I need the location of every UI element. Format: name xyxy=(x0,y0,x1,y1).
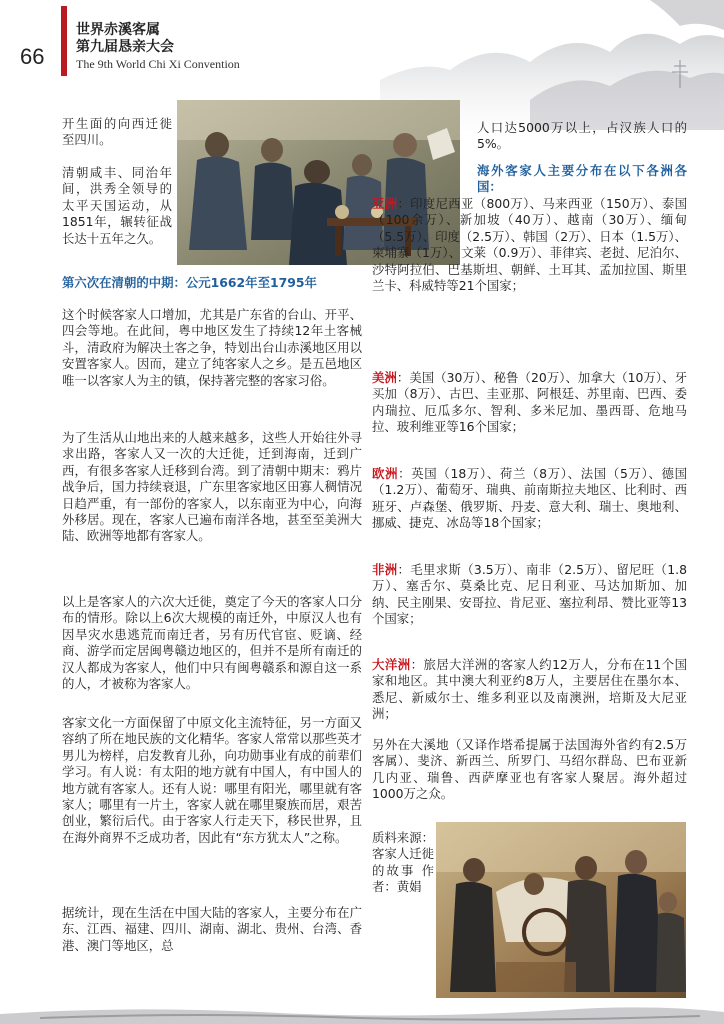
paragraph-intro: 开生面的向西迁徙至四川。 xyxy=(62,116,172,148)
ink-brush-stroke-decoration xyxy=(0,1000,724,1024)
text-europe: ：英国（18万）、荷兰（8万）、法国（5万）、德国（1.2万）、葡萄牙、瑞典、前南斯拉夫地区、比利时、西班牙、卢森堡、俄罗斯、丹麦、意大利、瑞士、奥地利、挪威、捷克、冰岛等18个国家； xyxy=(372,466,688,531)
paragraph-statistics: 据统计，现在生活在中国大陆的客家人，主要分布在广东、江西、福建、四川、湖南、湖北、贵州、台湾、香港、澳门等地区，总 xyxy=(62,905,362,953)
paragraph-hakka-population: 这个时候客家人口增加，尤其是广东省的台山、开平、四会等地。在此间，粤中地区发生了持续12年土客械斗，清政府为解决土客之争，特划出台山赤溪地区用以安置客家人。因而，建立了纯客家人之乡。是五邑地区唯一以客家人为主的镇，保持著完整的客家习俗。 xyxy=(62,307,362,388)
label-asia: 亚洲 xyxy=(372,196,398,211)
paragraph-migration: 为了生活从山地出来的人越来越多，这些人开始往外寻求出路，客家人又一次的大迁徙，迁到海南，迁到广西，有很多客家人迁移到台湾。到了清朝中期末：鸦片战争后，国力持续衰退，广东里客家地区田寡人稠情况日趋严重，有一部份的客家人，以东南亚为中心，向海外移居。现在，客家人已遍布南洋各地，甚至至美洲大陆、欧洲等地都有客家人。 xyxy=(62,430,362,544)
painting-hakka-migration-bottom xyxy=(436,822,686,998)
label-africa: 非洲 xyxy=(372,562,398,577)
paragraph-tahiti: 另外在大溪地（又译作塔希提属于法国海外省约有2.5万客属）、斐济、新西兰、所罗门、马绍尔群岛、巴布亚新几内亚、瑞鲁、西萨摩亚也有客家人聚居。海外超过1000万之众。 xyxy=(372,737,687,802)
paragraph-hakka-culture: 客家文化一方面保留了中原文化主流特征，另一方面又容纳了所在地民族的文化精华。客家人常常以那些英才男儿为榜样，启发教育儿孙，向功勋事业有成的前辈们学习。有人说：有太阳的地方就有中国人，有中国人的地方就有客家人。还有人说：哪里有阳光，哪里就有客家人；哪里有一片土，客家人就在哪里聚族而居，艰苦创业，繁衍后代。由于客家人行走天下，移民世界，且在海外商界不乏成功者，因此有“东方犹太人”之称。 xyxy=(62,715,362,845)
paragraph-population: 人口达5000万以上，占汉族人口的5%。 xyxy=(477,120,687,152)
text-oceania: ：旅居大洋洲的客家人约12万人，分布在11个国家和地区。其中澳大利亚约8万人，主要居住在墨尔本、悉尼、新威尔士、维多利亚以及南澳洲，培斯及大尼亚洲； xyxy=(372,657,687,722)
paragraph-africa xyxy=(372,562,687,628)
heading-sixth-migration: 第六次在清朝的中期：公元1662年至1795年 xyxy=(62,275,317,290)
paragraph-america xyxy=(372,370,687,436)
publication-header xyxy=(76,22,240,73)
paragraph-six-migrations: 以上是客家人的六次大迁徙，奠定了今天的客家人口分布的情形。除以上6次大规模的南迁外，中原汉人也有因旱灾水患逃荒而南迁者，另有历代官宦、贬谪、经商、游学而定居闽粤赣边地区的，但并不是所有南迁的汉人都成为客家人，他们中只有闽粤赣系和源自这一系的人，才被称为客家人。 xyxy=(62,594,362,692)
header-title-line1: 世界赤溪客属 xyxy=(76,22,160,38)
paragraph-qing: 清朝咸丰、同治年间，洪秀全领导的太平天国运动，从1851年，辗转征战长达十五年之久。 xyxy=(62,165,172,246)
paragraph-asia xyxy=(372,196,687,294)
paragraph-oceania xyxy=(372,657,687,723)
text-asia: ：印度尼西亚（800万）、马来西亚（150万）、泰国（100余万）、新加坡（40万）、越南（30万）、缅甸（5.5万）、印度（2.5万）、韩国（2万）、日本（1.5万）、柬埔寨（1万）、文莱（0.9万）、菲律宾、老挝、尼泊尔、沙特阿拉伯、巴基斯坦、朝鲜、土耳其、孟加拉国、斯里兰卡、科威特等21个国家； xyxy=(372,196,687,294)
paragraph-europe xyxy=(372,466,687,532)
page-number: 66 xyxy=(20,44,45,69)
text-america: ：美国（30万）、秘鲁（20万）、加拿大（10万）、牙买加（8万）、古巴、圭亚那、阿根廷、苏里南、巴西、委内瑞拉、厄瓜多尔、智利、多米尼加、墨西哥、危地马拉、玻利维亚等16个国家； xyxy=(372,370,688,435)
text-africa: ：毛里求斯（3.5万）、南非（2.5万）、留尼旺（1.8万）、塞舌尔、莫桑比克、尼日利亚、马达加斯加、加纳、民主刚果、安哥拉、肯尼亚、塞拉利昂、赞比亚等13个国家； xyxy=(372,562,687,627)
label-america: 美洲 xyxy=(372,370,397,385)
source-credit: 质料来源：客家人迁徙的故事 作者：黄娟 xyxy=(372,830,434,895)
label-europe: 欧洲 xyxy=(372,466,399,481)
header-title-en: The 9th World Chi Xi Convention xyxy=(76,57,240,71)
header-title-line2: 第九届恳亲大会 xyxy=(76,39,174,55)
heading-overseas-distribution: 海外客家人主要分布在以下各洲各国： xyxy=(477,163,687,195)
header-accent-bar xyxy=(61,6,67,76)
label-oceania: 大洋洲 xyxy=(372,657,411,672)
